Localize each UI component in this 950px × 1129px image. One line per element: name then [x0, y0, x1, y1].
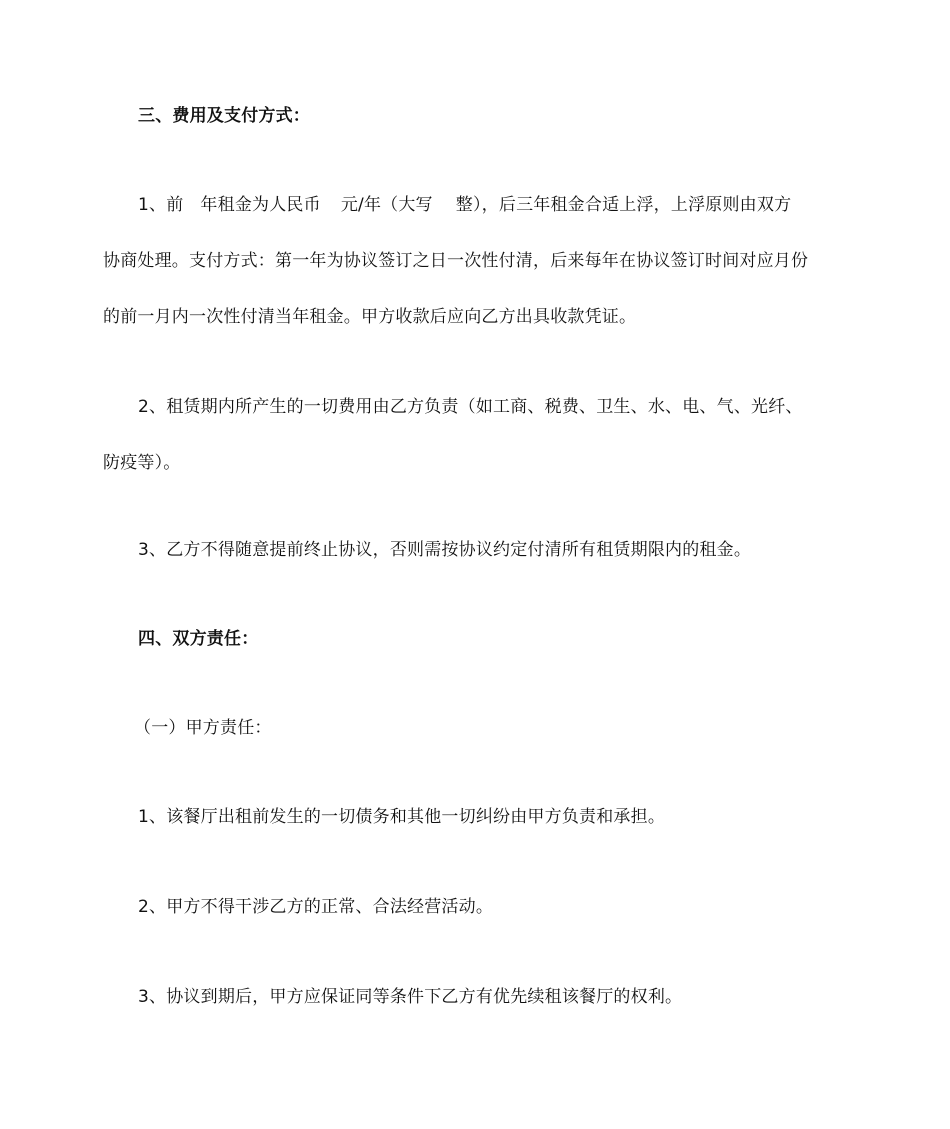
section-heading-responsibilities: 四、双方责任：: [138, 629, 259, 649]
fees-item-1-line-1: [138, 193, 888, 217]
fees-item-1-part-c: 元/年（大写: [340, 195, 433, 215]
party-a-item: 3、协议到期后，甲方应保证同等条件下乙方有优先续租该餐厅的权利。: [138, 987, 683, 1007]
fees-item-2-line-1: 2、租赁期内所产生的一切费用由乙方负责（如工商、税费、卫生、水、电、气、光纤、: [138, 397, 803, 417]
fees-item-1-part-b: 年租金为人民币: [200, 195, 321, 215]
fees-item-1-part-d: 整），后三年租金合适上浮，上浮原则由双方: [455, 195, 792, 215]
fees-item-2-line-2: 防疫等）。: [103, 453, 181, 473]
fees-item-1-line-2: 协商处理。支付方式：第一年为协议签订之日一次性付清，后来每年在协议签订时间对应月份: [103, 251, 809, 271]
party-a-item: 2、甲方不得干涉乙方的正常、合法经营活动。: [138, 897, 494, 917]
section-heading-fees: 三、费用及支付方式：: [138, 106, 310, 126]
fees-item-3: 3、乙方不得随意提前终止协议，否则需按协议约定付清所有租赁期限内的租金。: [138, 540, 752, 560]
fees-item-1-line-3: 的前一月内一次性付清当年租金。甲方收款后应向乙方出具收款凭证。: [103, 307, 637, 327]
fees-item-1-part-a: 1、前: [138, 195, 184, 215]
party-a-subheading: （一）甲方责任：: [134, 718, 272, 738]
party-a-item: 1、该餐厅出租前发生的一切债务和其他一切纠纷由甲方负责和承担。: [138, 807, 666, 827]
